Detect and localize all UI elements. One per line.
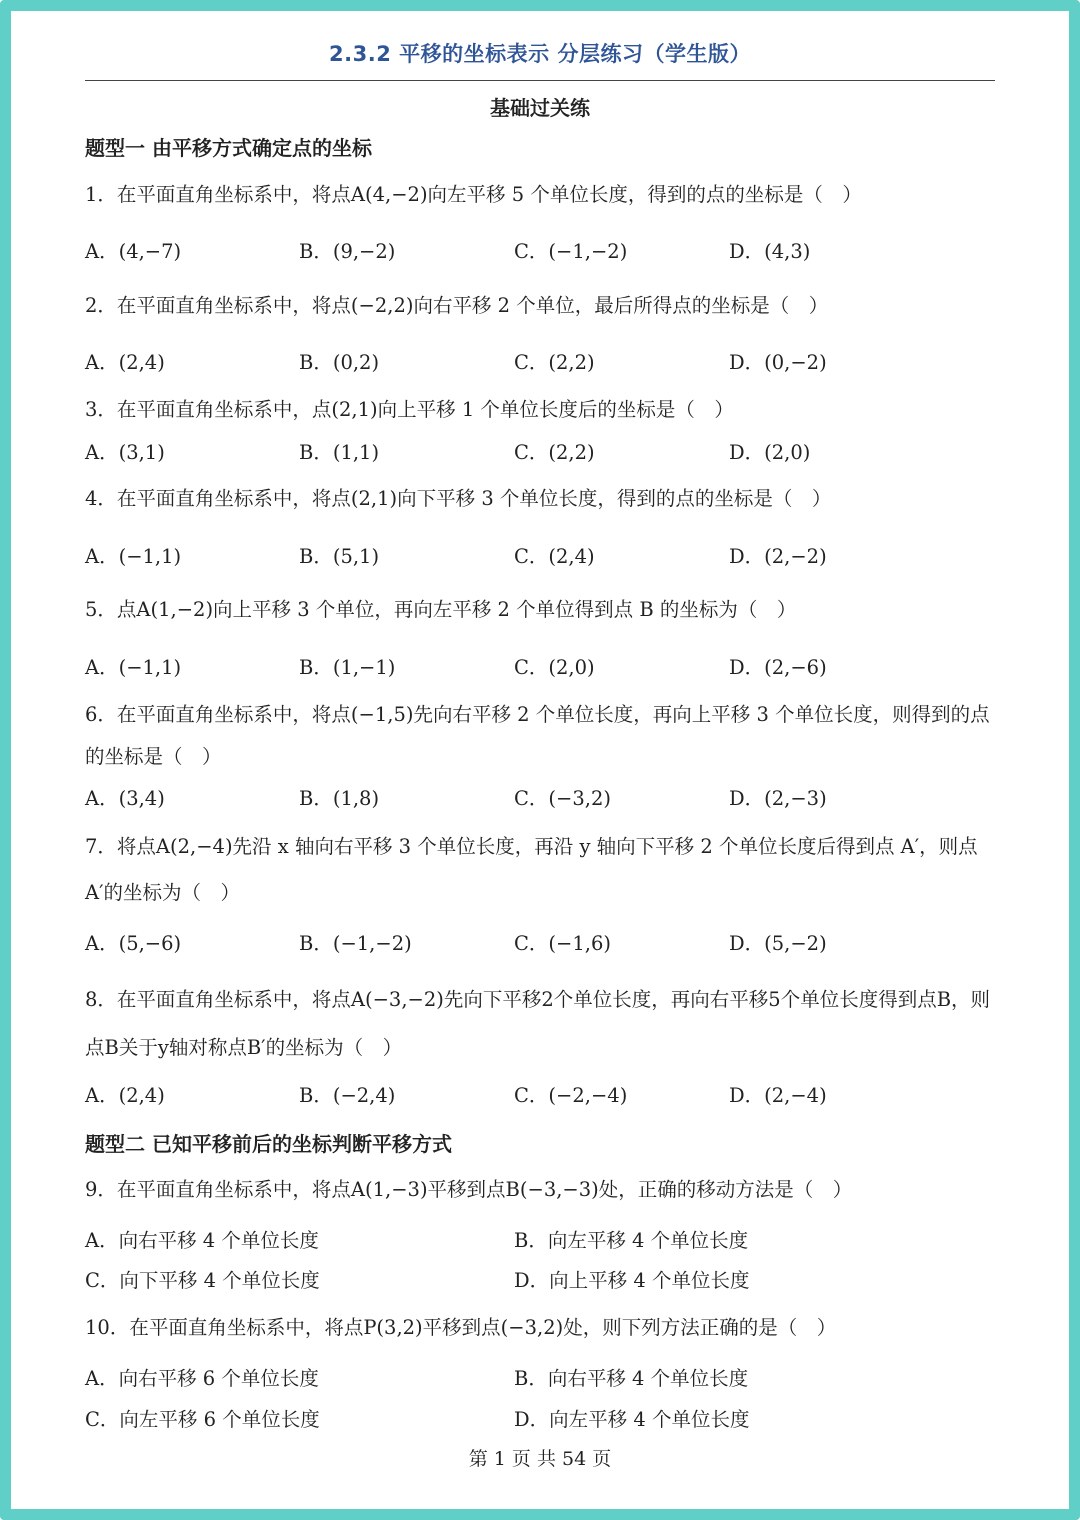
- question-6-options: [85, 783, 995, 813]
- option-c[interactable]: C．(−3,2): [514, 787, 611, 810]
- question-8-options: [85, 1080, 995, 1110]
- question-9-options-row-2: [85, 1265, 995, 1295]
- option-d[interactable]: D．(0,−2): [729, 351, 827, 374]
- question-10-stem: 10．在平面直角坐标系中，将点P(3,2)平移到点(−3,2)处，则下列方法正确的是（ ）: [85, 1316, 837, 1339]
- option-c[interactable]: C．(−1,6): [514, 932, 611, 955]
- option-d[interactable]: D．(2,−3): [729, 787, 827, 810]
- question-7-stem: 7．将点A(2,−4)先沿 x 轴向右平移 3 个单位长度，再沿 y 轴向下平移 2 个单位长度后得到点 A′，则点A′的坐标为（ ）: [85, 835, 978, 904]
- option-c[interactable]: C．(2,4): [514, 545, 595, 568]
- option-d[interactable]: D．向左平移 4 个单位长度: [514, 1408, 750, 1431]
- question-4-stem: 4．在平面直角坐标系中，将点(2,1)向下平移 3 个单位长度，得到的点的坐标是（ ）: [85, 487, 832, 510]
- page-footer: 第 1 页 共 54 页: [468, 1448, 612, 1470]
- option-c[interactable]: C．(−1,−2): [514, 240, 628, 263]
- option-b[interactable]: B．(1,8): [299, 787, 380, 810]
- question-2-options: [85, 347, 995, 377]
- option-a[interactable]: A．(3,1): [85, 441, 165, 464]
- question-10-options-row-1: [85, 1363, 995, 1393]
- option-d[interactable]: D．向上平移 4 个单位长度: [514, 1269, 750, 1292]
- option-a[interactable]: A．(4,−7): [85, 240, 182, 263]
- option-b[interactable]: B．(1,1): [299, 441, 380, 464]
- option-a[interactable]: A．向右平移 6 个单位长度: [85, 1367, 319, 1390]
- option-d[interactable]: D．(2,−6): [729, 656, 827, 679]
- option-b[interactable]: B．向左平移 4 个单位长度: [514, 1229, 749, 1252]
- header-divider: [85, 80, 995, 81]
- question-2-stem: 2．在平面直角坐标系中，将点(−2,2)向右平移 2 个单位，最后所得点的坐标是（ ）: [85, 294, 829, 317]
- question-3-options: [85, 437, 995, 467]
- option-c[interactable]: C．向左平移 6 个单位长度: [85, 1408, 320, 1431]
- header-title: 2.3.2 平移的坐标表示 分层练习（学生版）: [329, 42, 751, 66]
- question-8-stem: 8．在平面直角坐标系中，将点A(−3,−2)先向下平移2个单位长度，再向右平移5个单位长度得到点B，则点B关于y轴对称点B′的坐标为（ ）: [85, 988, 991, 1059]
- option-a[interactable]: A．(3,4): [85, 787, 165, 810]
- option-d[interactable]: D．(5,−2): [729, 932, 827, 955]
- question-5-options: [85, 652, 995, 682]
- question-9-options-row-1: [85, 1225, 995, 1255]
- option-a[interactable]: A．(−1,1): [85, 656, 182, 679]
- option-d[interactable]: D．(2,0): [729, 441, 811, 464]
- type-heading-2: 题型二 已知平移前后的坐标判断平移方式: [85, 1132, 452, 1156]
- option-b[interactable]: B．(−2,4): [299, 1084, 396, 1107]
- option-a[interactable]: A．(2,4): [85, 1084, 165, 1107]
- option-c[interactable]: C．(2,2): [514, 351, 595, 374]
- option-b[interactable]: B．(9,−2): [299, 240, 396, 263]
- option-c[interactable]: C．(2,0): [514, 656, 595, 679]
- option-a[interactable]: A．(5,−6): [85, 932, 182, 955]
- option-d[interactable]: D．(4,3): [729, 240, 811, 263]
- option-c[interactable]: C．(2,2): [514, 441, 595, 464]
- option-d[interactable]: D．(2,−4): [729, 1084, 827, 1107]
- question-1-stem: 1．在平面直角坐标系中，将点A(4,−2)向左平移 5 个单位长度，得到的点的坐标是（ ）: [85, 183, 862, 206]
- question-9-stem: 9．在平面直角坐标系中，将点A(1,−3)平移到点B(−3,−3)处，正确的移动方法是（ ）: [85, 1178, 853, 1201]
- option-c[interactable]: C．(−2,−4): [514, 1084, 628, 1107]
- section-title: 基础过关练: [490, 96, 590, 120]
- option-d[interactable]: D．(2,−2): [729, 545, 827, 568]
- question-4-options: [85, 541, 995, 571]
- question-6-stem: 6．在平面直角坐标系中，将点(−1,5)先向右平移 2 个单位长度，再向上平移 3 个单位长度，则得到的点的坐标是（ ）: [85, 703, 990, 768]
- question-1-options: [85, 236, 995, 266]
- option-a[interactable]: A．(2,4): [85, 351, 165, 374]
- option-b[interactable]: B．(0,2): [299, 351, 380, 374]
- type-heading-1: 题型一 由平移方式确定点的坐标: [85, 136, 372, 160]
- option-b[interactable]: B．向右平移 4 个单位长度: [514, 1367, 749, 1390]
- option-a[interactable]: A．向右平移 4 个单位长度: [85, 1229, 319, 1252]
- question-10-options-row-2: [85, 1404, 995, 1434]
- option-b[interactable]: B．(−1,−2): [299, 932, 412, 955]
- question-7-options: [85, 928, 995, 958]
- option-b[interactable]: B．(5,1): [299, 545, 380, 568]
- question-5-stem: 5．点A(1,−2)向上平移 3 个单位，再向左平移 2 个单位得到点 B 的坐标为（ ）: [85, 598, 797, 621]
- question-3-stem: 3．在平面直角坐标系中，点(2,1)向上平移 1 个单位长度后的坐标是（ ）: [85, 398, 734, 421]
- option-c[interactable]: C．向下平移 4 个单位长度: [85, 1269, 320, 1292]
- document-page: [85, 0, 995, 1520]
- option-a[interactable]: A．(−1,1): [85, 545, 182, 568]
- option-b[interactable]: B．(1,−1): [299, 656, 396, 679]
